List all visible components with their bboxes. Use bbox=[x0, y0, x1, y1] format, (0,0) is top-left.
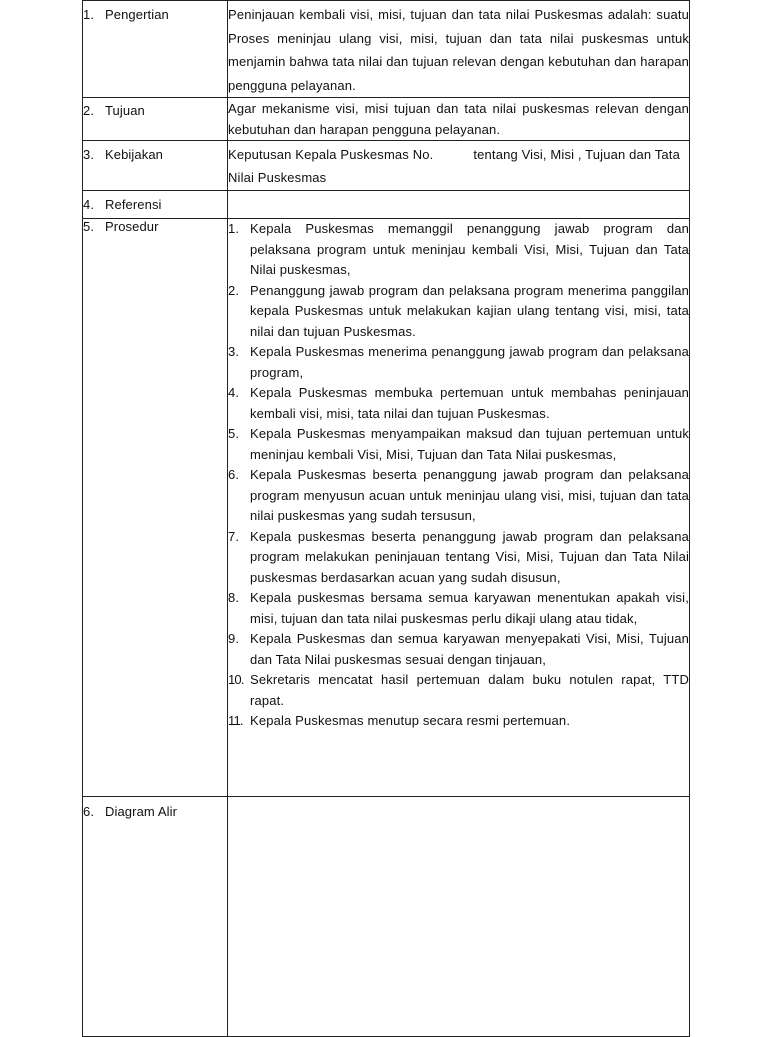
diagram-alir-number: 6. bbox=[83, 804, 95, 819]
tujuan-label: Tujuan bbox=[105, 103, 145, 118]
procedure-step-number: 10. bbox=[228, 672, 244, 687]
kebijakan-text-part1: Keputusan Kepala Puskesmas No. bbox=[228, 147, 434, 162]
kebijakan-text-part2: tentang Visi, Misi , Tujuan dan Tata Nilai Puskesmas bbox=[228, 147, 680, 185]
procedure-step-text: Kepala puskesmas bersama semua karyawan menentukan apakah visi, misi, tujuan dan tata nilai puskesmas perlu dikaji ulang atau tidak, bbox=[250, 590, 689, 626]
procedure-step-number: 7. bbox=[228, 528, 240, 544]
procedure-step-number: 9. bbox=[228, 631, 240, 646]
referensi-label: Referensi bbox=[105, 197, 162, 212]
procedure-step-text: Kepala Puskesmas menerima penanggung jawab program dan pelaksana program, bbox=[250, 344, 689, 380]
procedure-step bbox=[228, 424, 689, 465]
procedure-step-text: Kepala Puskesmas membuka pertemuan untuk membahas peninjauan kembali visi, misi, tata nilai dan tujuan Puskesmas. bbox=[250, 385, 689, 421]
pengertian-content-cell bbox=[228, 1, 690, 98]
tujuan-text: Agar mekanisme visi, misi tujuan dan tata nilai puskesmas relevan dengan kebutuhan dan harapan pengguna pelayanan. bbox=[228, 101, 689, 137]
prosedur-label: Prosedur bbox=[105, 219, 159, 234]
procedure-step bbox=[228, 629, 689, 670]
prosedur-number: 5. bbox=[83, 219, 95, 234]
kebijakan-content-cell bbox=[228, 141, 690, 191]
sop-table bbox=[82, 0, 690, 1037]
procedure-step-number: 6. bbox=[228, 467, 240, 482]
diagram-alir-content-cell bbox=[228, 797, 690, 1037]
row-kebijakan bbox=[83, 141, 690, 191]
procedure-step-number: 5. bbox=[228, 426, 240, 441]
procedure-step-number: 8. bbox=[228, 590, 240, 605]
procedure-step-number: 2. bbox=[228, 282, 240, 298]
referensi-content-cell bbox=[228, 191, 690, 219]
procedure-step-text: Kepala Puskesmas dan semua karyawan menyepakati Visi, Misi, Tujuan dan Tata Nilai puskesmas sesuai dengan tinjauan, bbox=[250, 631, 689, 667]
procedure-step bbox=[228, 670, 689, 711]
procedure-step-text: Kepala puskesmas beserta penanggung jawab program dan pelaksana program melakukan peninjauan tentang Visi, Misi, Tujuan dan Tata Nilai puskesmas berdasarkan acuan yang sudah disusun, bbox=[250, 528, 689, 585]
row-diagram-alir bbox=[83, 797, 690, 1037]
row-tujuan bbox=[83, 98, 690, 141]
procedure-step bbox=[228, 342, 689, 383]
pengertian-label-cell bbox=[83, 1, 228, 98]
procedure-step-number: 3. bbox=[228, 344, 240, 359]
tujuan-number: 2. bbox=[83, 103, 95, 118]
procedure-step-number: 4. bbox=[228, 385, 240, 400]
procedure-step bbox=[228, 281, 689, 343]
kebijakan-number: 3. bbox=[83, 147, 95, 162]
procedure-step bbox=[228, 588, 689, 629]
kebijakan-label: Kebijakan bbox=[105, 147, 163, 162]
procedure-step-text: Penanggung jawab program dan pelaksana program menerima panggilan kepala Puskesmas untuk melakukan kajian ulang tentang visi, misi, tata nilai dan tujuan Puskesmas. bbox=[250, 282, 689, 339]
procedure-step-text: Sekretaris mencatat hasil pertemuan dalam buku notulen rapat, TTD rapat. bbox=[250, 672, 689, 708]
prosedur-label-cell bbox=[83, 219, 228, 797]
procedure-step bbox=[228, 527, 689, 589]
procedure-step-text: Kepala Puskesmas memanggil penanggung jawab program dan pelaksana program untuk meninjau kembali Visi, Misi, Tujuan dan Tata Nilai puskesmas, bbox=[250, 221, 689, 277]
procedure-step-number: 11. bbox=[228, 713, 243, 728]
diagram-alir-label-cell bbox=[83, 797, 228, 1037]
procedure-step-number: 1. bbox=[228, 221, 240, 236]
tujuan-label-cell bbox=[83, 98, 228, 141]
referensi-number: 4. bbox=[83, 197, 95, 212]
procedure-list bbox=[228, 219, 689, 732]
referensi-label-cell bbox=[83, 191, 228, 219]
pengertian-number: 1. bbox=[83, 7, 95, 22]
procedure-step-text: Kepala Puskesmas menutup secara resmi pertemuan. bbox=[250, 713, 571, 728]
pengertian-label: Pengertian bbox=[105, 7, 169, 22]
kebijakan-text bbox=[228, 143, 689, 189]
procedure-step bbox=[228, 711, 689, 732]
prosedur-content-cell bbox=[228, 219, 690, 797]
procedure-step bbox=[228, 383, 689, 424]
pengertian-text: Peninjauan kembali visi, misi, tujuan dan tata nilai Puskesmas adalah: suatu Proses meninjau ulang visi, misi, tujuan dan tata nilai puskesmas untuk menjamin bahwa tata nilai dan tujuan relevan dengan kebutuhan dan harapan pengguna pelayanan. bbox=[228, 7, 689, 93]
kebijakan-label-cell bbox=[83, 141, 228, 191]
row-pengertian bbox=[83, 1, 690, 98]
row-prosedur bbox=[83, 219, 690, 797]
procedure-step bbox=[228, 219, 689, 281]
diagram-alir-label: Diagram Alir bbox=[105, 804, 177, 819]
row-referensi bbox=[83, 191, 690, 219]
procedure-step-text: Kepala Puskesmas beserta penanggung jawab program dan pelaksana program menyusun acuan untuk meninjau ulang visi, misi, tujuan dan tata nilai puskesmas yang sudah tersusun, bbox=[250, 467, 689, 523]
tujuan-content-cell bbox=[228, 98, 690, 141]
procedure-step-text: Kepala Puskesmas menyampaikan maksud dan tujuan pertemuan untuk meninjau kembali Visi, Misi, Tujuan dan Tata Nilai puskesmas, bbox=[250, 426, 689, 462]
procedure-step bbox=[228, 465, 689, 527]
